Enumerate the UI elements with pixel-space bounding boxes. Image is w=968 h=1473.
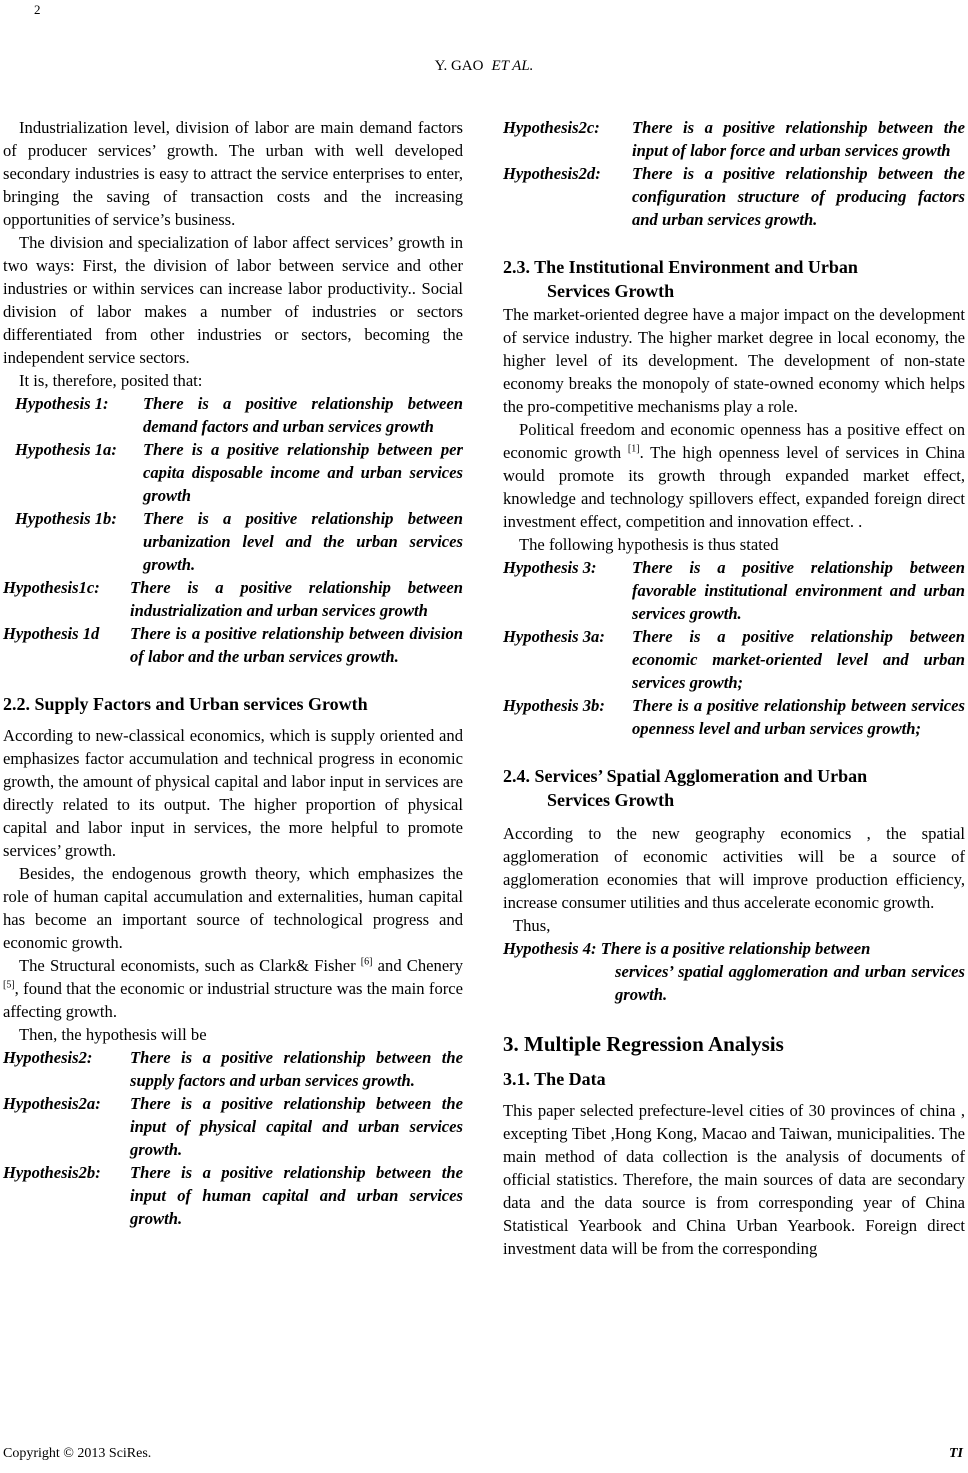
- page-footer: [3, 1446, 963, 1462]
- hypothesis-text: There is a positive relationship between per capita disposable income and urban services growth: [143, 440, 463, 505]
- paragraph: This paper selected prefecture-level cities of 30 provinces of china , excepting Tibet ,Hong Kong, Macao and Taiwan, municipalities. The main method of data collection is the analysis of documents of official statistics. Therefore, the main sources of data are secondary data and the data source is from corresponding year of China Statistical Yearbook and China Urban Yearbook. Foreign direct investment data will be from the corresponding: [503, 1101, 965, 1258]
- paragraph: It is, therefore, posited that:: [19, 371, 203, 390]
- hypothesis-text: There is a positive relationship between industrialization and urban services growth: [130, 578, 463, 620]
- hypothesis-text: There is a positive relationship between services openness level and urban services growth;: [632, 696, 965, 738]
- hypothesis-3b: [503, 694, 965, 740]
- hypothesis-label: Hypothesis2b:: [3, 1163, 101, 1182]
- hypothesis-label: Hypothesis2a:: [3, 1094, 101, 1113]
- hypothesis-text: There is a positive relationship between the configuration structure of producing factors and urban services growth.: [632, 164, 965, 229]
- hypothesis-1c: [3, 576, 463, 622]
- citation: [5]: [3, 979, 15, 991]
- hypothesis-text: There is a positive relationship between the supply factors and urban services growth.: [130, 1048, 463, 1090]
- paragraph: The following hypothesis is thus stated: [519, 535, 779, 554]
- journal-abbrev: TI: [949, 1446, 963, 1461]
- hypothesis-text: There is a positive relationship between economic market-oriented level and urban services growth;: [632, 627, 965, 692]
- hypothesis-2d: [503, 162, 965, 231]
- hypothesis-2b: [3, 1161, 463, 1230]
- paragraph: Thus,: [513, 916, 551, 935]
- hypothesis-label: Hypothesis2d:: [503, 164, 601, 183]
- text-run: , found that the economic or industrial structure was the main force affecting growth.: [3, 979, 463, 1021]
- heading-line: Services Growth: [547, 790, 675, 810]
- paragraph: According to the new geography economics , the spatial agglomeration of economic activities will be a source of agglomeration economies that will improve production efficiency, increase consumer utilities and thus accelerate economic growth.: [503, 824, 965, 912]
- running-header: [0, 58, 968, 75]
- hypothesis-text: There is a positive relationship between the input of labor force and urban services growth: [632, 118, 965, 160]
- left-column: [3, 116, 463, 1230]
- hypothesis-text: There is a positive relationship between the input of physical capital and urban services growth.: [130, 1094, 463, 1159]
- paragraph: According to new-classical economics, which is supply oriented and emphasizes factor accumulation and technical progress in economic growth, the amount of physical capital and labor input in services are directly related to its output. The higher proportion of physical capital and labor input in services, the more helpful to promote services’ growth.: [3, 726, 463, 860]
- paragraph: The division and specialization of labor affect services’ growth in two ways: First, the division of labor between service and other industries or within services can increase labor productivity.. Social division of labor makes a number of industries or sectors differentiated from other industries or sectors, becoming the independent service sectors.: [3, 233, 463, 367]
- hypothesis-label: Hypothesis 1a:: [15, 440, 117, 459]
- section-heading-2-4: [503, 764, 965, 812]
- hypothesis-1b: [3, 507, 463, 576]
- hypothesis-text: There is a positive relationship between the input of human capital and urban services growth.: [130, 1163, 463, 1228]
- hypothesis-text: There is a positive relationship between favorable institutional environment and urban services growth.: [632, 558, 965, 623]
- hypothesis-label: Hypothesis 3:: [503, 558, 597, 577]
- section-heading-3-1: 3.1. The Data: [503, 1069, 606, 1089]
- hypothesis-label: Hypothesis 1b:: [15, 509, 117, 528]
- hypothesis-text: There is a positive relationship between demand factors and urban services growth: [143, 394, 463, 436]
- heading-line: Services Growth: [547, 281, 675, 301]
- paragraph: [3, 954, 463, 1023]
- hypothesis-text: Hypothesis 4: There is a positive relationship between: [503, 939, 871, 958]
- hypothesis-text: There is a positive relationship between urbanization level and the urban services growth.: [143, 509, 463, 574]
- hypothesis-1: [3, 392, 463, 438]
- hypothesis-2: [3, 1046, 463, 1092]
- hypothesis-text: services’ spatial agglomeration and urban services growth.: [615, 962, 965, 1004]
- hypothesis-label: Hypothesis1c:: [3, 578, 100, 597]
- section-heading-2-2: 2.2. Supply Factors and Urban services Growth: [3, 694, 368, 714]
- hypothesis-label: Hypothesis2:: [3, 1048, 93, 1067]
- hypothesis-1a: [3, 438, 463, 507]
- hypothesis-3: [503, 556, 965, 625]
- hypothesis-2a: [3, 1092, 463, 1161]
- paragraph: Besides, the endogenous growth theory, which emphasizes the role of human capital accumulation and externalities, human capital has become an important source of technological progress and economic growth.: [3, 864, 463, 952]
- page-number: 2: [34, 2, 41, 17]
- text-run: Political freedom and economic openness has a positive effect on economic growth: [503, 420, 965, 462]
- copyright: Copyright © 2013 SciRes.: [3, 1446, 152, 1461]
- hypothesis-label: Hypothesis2c:: [503, 118, 600, 137]
- running-header-etal: ET AL.: [491, 58, 534, 74]
- hypothesis-label: Hypothesis 3b:: [503, 696, 605, 715]
- text-run: The Structural economists, such as Clark& Fisher: [19, 956, 356, 975]
- hypothesis-label: Hypothesis 1:: [15, 394, 109, 413]
- right-column: [503, 116, 965, 1260]
- hypothesis-3a: [503, 625, 965, 694]
- hypothesis-text: There is a positive relationship between division of labor and the urban services growth.: [130, 624, 463, 666]
- hypothesis-label: Hypothesis 3a:: [503, 627, 605, 646]
- section-heading-3: 3. Multiple Regression Analysis: [503, 1032, 784, 1056]
- text-run: . The high openness level of services in China would promote its growth through expanded market effect, knowledge and technology spillovers effect, expanded foreign direct investment effect, competition and innovation effect. .: [503, 443, 966, 531]
- hypothesis-1d: [3, 622, 463, 668]
- paragraph: [503, 418, 965, 533]
- paragraph: Industrialization level, division of labor are main demand factors of producer services’ growth. The urban with well developed secondary industries is easy to attract the service enterprises to enter, bringing the saving of transaction costs and the increasing opportunities of service’s business.: [3, 118, 463, 229]
- citation: [1]: [627, 443, 640, 455]
- text-run: and Chenery: [377, 956, 464, 975]
- heading-line: 2.4. Services’ Spatial Agglomeration and Urban: [503, 766, 868, 786]
- heading-line: 2.3. The Institutional Environment and Urban: [503, 257, 858, 277]
- hypothesis-label: Hypothesis 1d: [3, 624, 100, 643]
- section-heading-2-3: [503, 255, 965, 303]
- hypothesis-2c: [503, 116, 965, 162]
- paragraph: The market-oriented degree have a major impact on the development of service industry. The higher market degree in local economy, the higher level of its development. The development of non-state economy breaks the monopoly of state-owned economy which helps the pro-competitive mechanisms play a role.: [503, 305, 965, 416]
- running-header-authors: Y. GAO: [434, 58, 484, 74]
- citation: [6]: [360, 956, 373, 968]
- paragraph: Then, the hypothesis will be: [19, 1025, 207, 1044]
- hypothesis-4: [503, 937, 965, 1006]
